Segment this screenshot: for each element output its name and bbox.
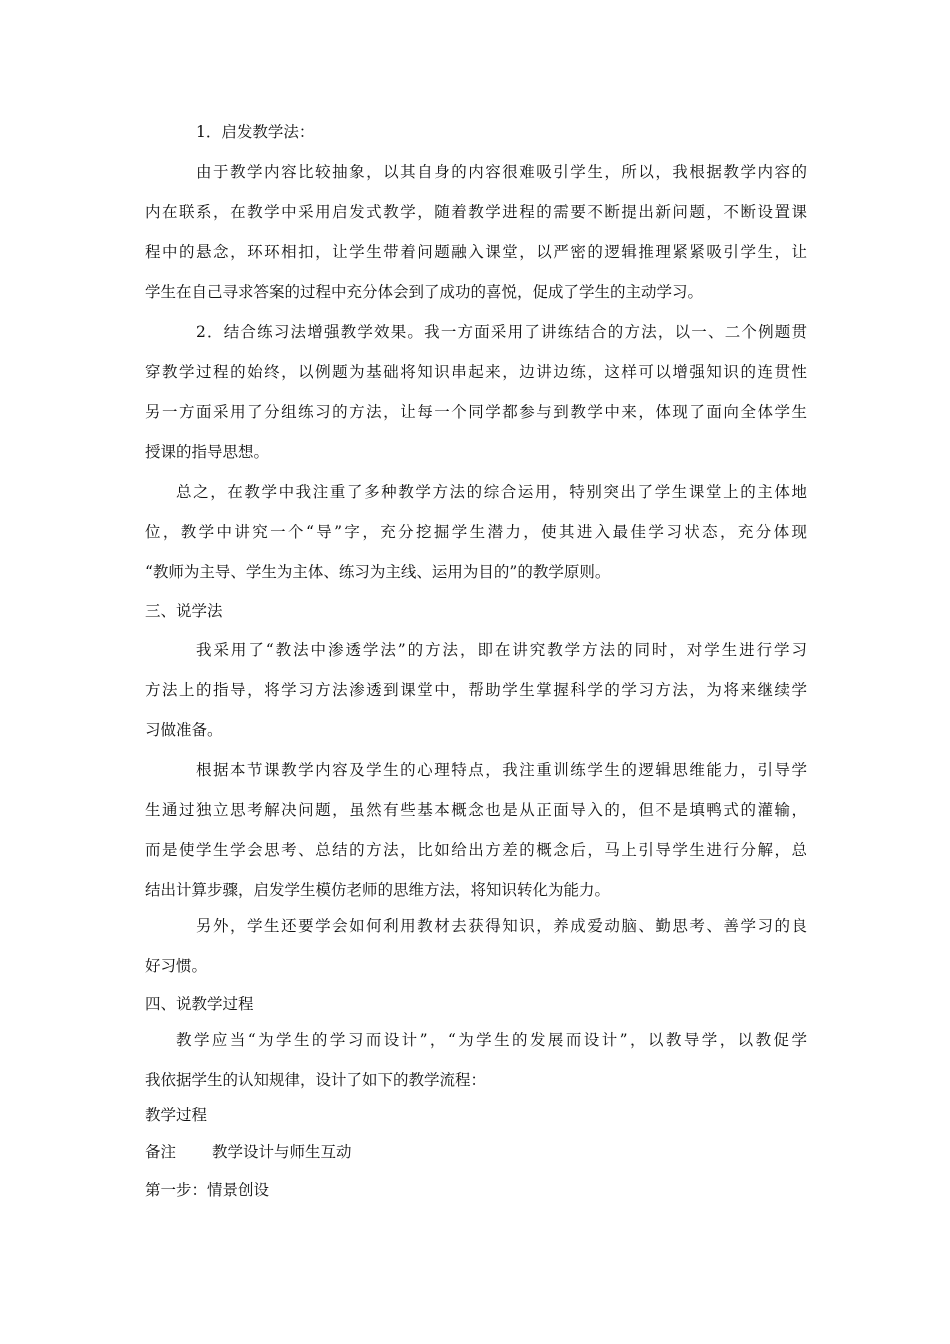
- text-line: 结出计算步骤，启发学生模仿老师的思维方法，将知识转化为能力。: [145, 881, 611, 899]
- section-heading: 三、说学法: [145, 602, 223, 620]
- text-line: 我采用了“教法中渗透学法”的方法，即在讲究教学方法的同时，对学生进行学习: [196, 641, 807, 659]
- text-line: 另外，学生还要学会如何利用教材去获得知识，养成爱动脑、勤思考、善学习的良: [196, 917, 807, 935]
- text-line: 学生在自己寻求答案的过程中充分体会到了成功的喜悦，促成了学生的主动学习。: [145, 283, 704, 301]
- text-line: 好习惯。: [145, 957, 208, 975]
- text-line: 根据本节课教学内容及学生的心理特点，我注重训练学生的逻辑思维能力，引导学: [196, 761, 807, 779]
- text-line: 总之，在教学中我注重了多种教学方法的综合运用，特别突出了学生课堂上的主体地: [176, 483, 807, 501]
- table-header-col2: 教学设计与师生互动: [212, 1143, 352, 1161]
- text-line: 位，教学中讲究一个“导”字，充分挖掘学生潜力，使其进入最佳学习状态，充分体现: [145, 523, 807, 541]
- section-heading: 四、说教学过程: [145, 995, 254, 1013]
- text-line: 2．结合练习法增强教学效果。我一方面采用了讲练结合的方法，以一、二个例题贯: [196, 323, 807, 341]
- text-line: 习做准备。: [145, 721, 223, 739]
- text-line: 方法上的指导，将学习方法渗透到课堂中，帮助学生掌握科学的学习方法，为将来继续学: [145, 681, 807, 699]
- text-line: 内在联系，在教学中采用启发式教学，随着教学进程的需要不断提出新问题，不断设置课: [145, 203, 807, 221]
- text-line: 程中的悬念，环环相扣，让学生带着问题融入课堂，以严密的逻辑推理紧紧吸引学生，让: [145, 243, 807, 261]
- text-line: 另一方面采用了分组练习的方法，让每一个同学都参与到教学中来，体现了面向全体学生: [145, 403, 807, 421]
- text-line: 由于教学内容比较抽象，以其自身的内容很难吸引学生，所以，我根据教学内容的: [196, 163, 807, 181]
- text-line: 穿教学过程的始终，以例题为基础将知识串起来，边讲边练，这样可以增强知识的连贯性: [145, 363, 807, 381]
- text-line: 生通过独立思考解决问题，虽然有些基本概念也是从正面导入的，但不是填鸭式的灌输，: [145, 801, 807, 819]
- text-line: 我依据学生的认知规律，设计了如下的教学流程：: [145, 1071, 487, 1089]
- text-line: “教师为主导、学生为主体、练习为主线、运用为目的”的教学原则。: [145, 563, 611, 581]
- table-header-row: [145, 1142, 352, 1162]
- text-line: 第一步：情景创设: [145, 1181, 270, 1199]
- text-line: 1．启发教学法：: [196, 123, 315, 141]
- text-line: 教学应当“为学生的学习而设计”，“为学生的发展而设计”，以教导学，以教促学: [176, 1031, 807, 1049]
- table-header-col1: 备注: [145, 1143, 177, 1161]
- text-line: 教学过程: [145, 1106, 208, 1124]
- text-line: 而是使学生学会思考、总结的方法，比如给出方差的概念后，马上引导学生进行分解，总: [145, 841, 807, 859]
- text-line: 授课的指导思想。: [145, 443, 270, 461]
